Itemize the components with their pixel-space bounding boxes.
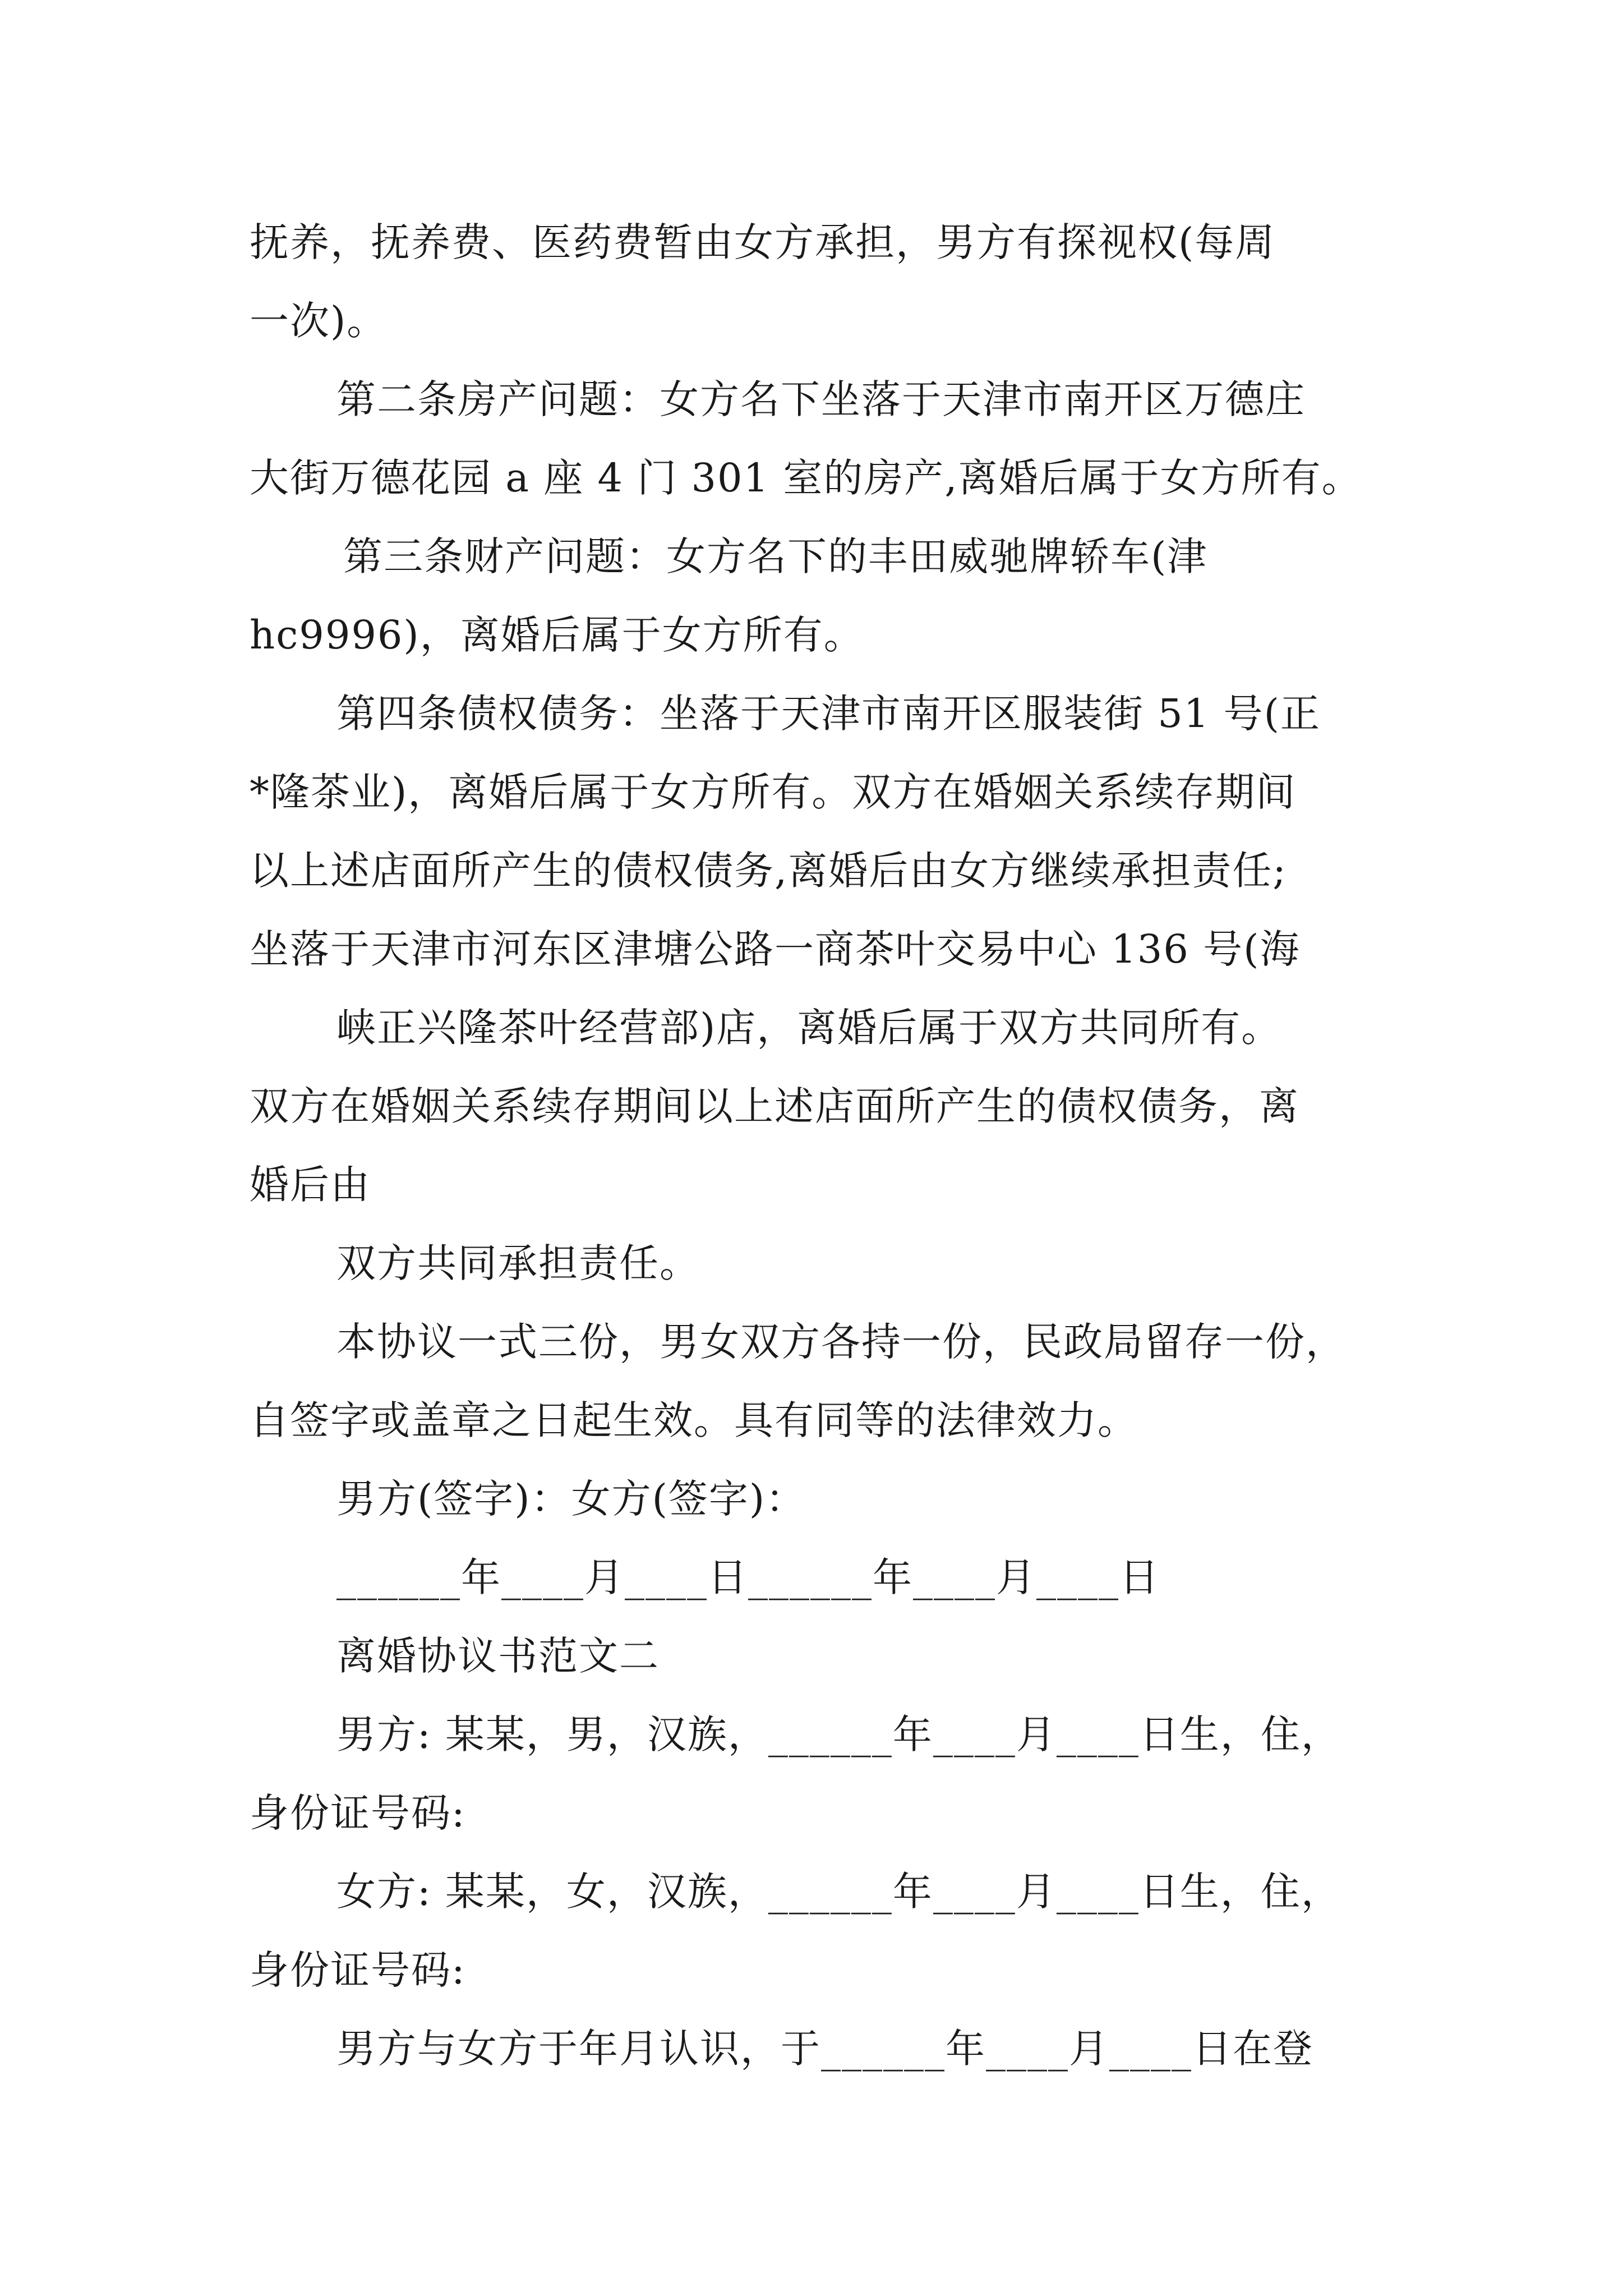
paragraph-line: *隆茶业)，离婚后属于女方所有。双方在婚姻关系续存期间: [250, 769, 1297, 815]
paragraph-line: 双方在婚姻关系续存期间以上述店面所产生的债权债务，离: [250, 1083, 1299, 1129]
paragraph-line: hc9996)，离婚后属于女方所有。: [250, 612, 864, 658]
paragraph-line: 身份证号码:: [250, 1947, 466, 1993]
paragraph-line: 大街万德花园 a 座 4 门 301 室的房产,离婚后属于女方所有。: [250, 455, 1362, 501]
paragraph-line: 抚养，抚养费、医药费暂由女方承担，男方有探视权(每周: [250, 219, 1276, 265]
signature-line: 男方(签字)：女方(签字)：: [336, 1476, 806, 1522]
paragraph-line: 本协议一式三份，男女双方各持一份，民政局留存一份，: [336, 1319, 1346, 1365]
paragraph-line: 身份证号码:: [250, 1790, 466, 1836]
paragraph-line: 坐落于天津市河东区津塘公路一商茶叶交易中心 136 号(海: [250, 926, 1301, 972]
paragraph-line: 第四条债权债务：坐落于天津市南开区服装街 51 号(正: [336, 691, 1321, 737]
paragraph-line: 峡正兴隆茶叶经营部)店，离婚后属于双方共同所有。: [336, 1005, 1282, 1051]
paragraph-line: 第二条房产问题：女方名下坐落于天津市南开区万德庄: [336, 376, 1306, 422]
paragraph-line: 女方: 某某，女，汉族，______年____月____日生，住，: [336, 1869, 1341, 1915]
paragraph-line: 第三条财产问题：女方名下的丰田威驰牌轿车(津: [343, 533, 1208, 579]
paragraph-line: 以上述店面所产生的债权债务,离婚后由女方继续承担责任;: [250, 848, 1287, 894]
paragraph-line: 男方与女方于年月认识，于______年____月____日在登: [336, 2026, 1313, 2072]
paragraph-line: 男方: 某某，男，汉族，______年____月____日生，住，: [336, 1711, 1341, 1757]
paragraph-line: 婚后由: [250, 1162, 371, 1208]
paragraph-line: 自签字或盖章之日起生效。具有同等的法律效力。: [250, 1397, 1138, 1443]
paragraph-line: 双方共同承担责任。: [336, 1240, 700, 1286]
section-heading: 离婚协议书范文二: [336, 1633, 660, 1679]
date-line: ______年____月____日______年____月____日: [336, 1554, 1160, 1600]
paragraph-line: 一次)。: [250, 298, 388, 344]
